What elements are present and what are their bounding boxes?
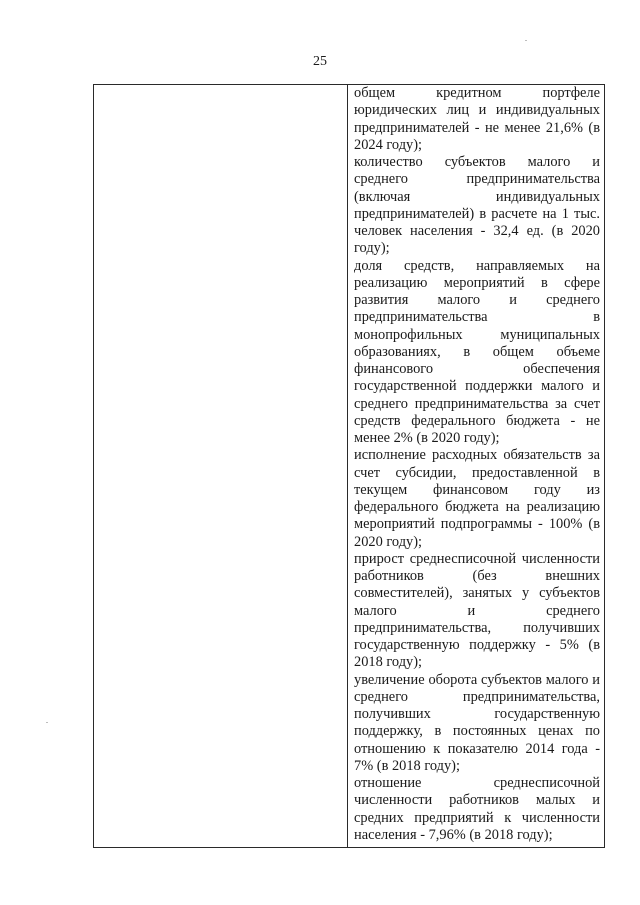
indicator-subsidy-execution: исполнение расходных обязательств за счет субсидии, предоставленной в текущем финансовом году из федерального бюджета на реализацию мероприятий подпрограммы - 100% (в 2020 году);	[354, 447, 600, 550]
indicator-employment-growth: прирост среднесписочной численности работников (без внешних совместителей), занятых у субъектов малого и среднего предпринимательства, получивших государственную поддержку - 5% (в 2018 году);	[354, 550, 600, 671]
table-left-cell	[94, 85, 348, 847]
scan-speck	[46, 722, 48, 723]
indicator-turnover-growth: увеличение оборота субъектов малого и среднего предпринимательства, получивших государственную поддержку, в постоянных ценах по отношению к показателю 2014 года - 7% (в 2018 году);	[354, 671, 600, 774]
indicator-sme-count-per-capita: количество субъектов малого и среднего предпринимательства (включая индивидуальных предпринимателей) в расчете на 1 тыс. человек населения - 32,4 ед. (в 2020 году);	[354, 154, 600, 257]
scan-speck	[525, 40, 527, 41]
page-number: 25	[313, 54, 327, 69]
indicator-monotown-funding-share: доля средств, направляемых на реализацию мероприятий в сфере развития малого и среднего предпринимательства в монопрофильных муниципальных образованиях, в общем объеме финансового обеспечения государственной поддержки малого и среднего предпринимательства за счет средств федерального бюджета - не менее 2% (в 2020 году);	[354, 257, 600, 446]
indicator-loan-portfolio-share: общем кредитном портфеле юридических лиц и индивидуальных предпринимателей - не менее 21,6% (в 2024 году);	[354, 85, 600, 153]
indicator-sme-employment-ratio: отношение среднесписочной численности работников малых и средних предприятий к численности населения - 7,96% (в 2018 году);	[354, 775, 600, 843]
indicators-table	[93, 84, 605, 848]
table-right-cell	[348, 85, 604, 847]
